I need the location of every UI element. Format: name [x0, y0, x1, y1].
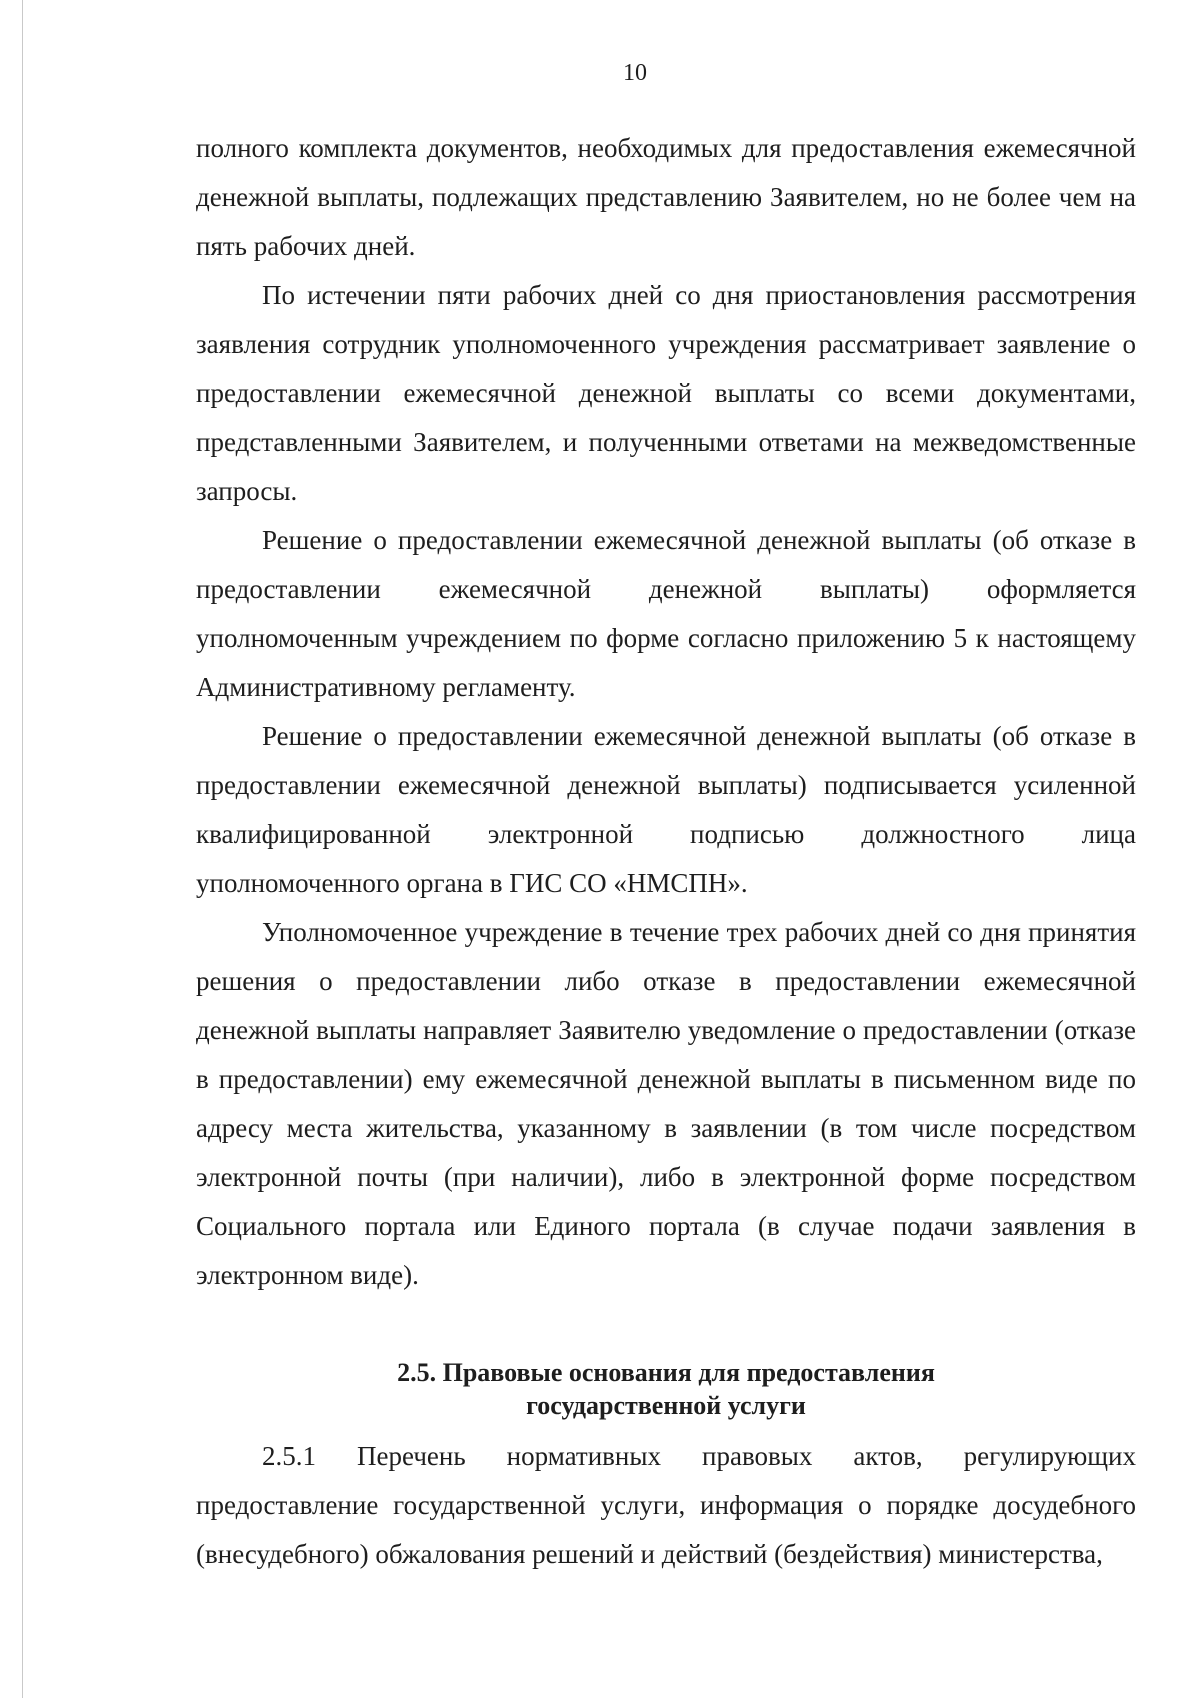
paragraph-decision-signature: Решение о предоставлении ежемесячной денежной выплаты (об отказе в предоставлении ежемесячной денежной выплаты) подписывается усиленной квалифицированной электронной подписью должностного лица уполномоченного органа в ГИС СО «НМСПН». [196, 721, 1136, 898]
paragraph-decision-form: Решение о предоставлении ежемесячной денежной выплаты (об отказе в предоставлении ежемесячной денежной выплаты) оформляется уполномоченным учреждением по форме согласно приложению 5 к настоящему Административному регламенту. [196, 525, 1136, 702]
paragraph-notification: Уполномоченное учреждение в течение трех рабочих дней со дня принятия решения о предоставлении либо отказе в предоставлении ежемесячной денежной выплаты направляет Заявителю уведомление о предоставлении (отказе в предоставлении) ему ежемесячной денежной выплаты в письменном виде по адресу места жительства, указанному в заявлении (в том числе посредством электронной почты (при наличии), либо в электронной форме посредством Социального портала или Единого портала (в случае подачи заявления в электронном виде). [196, 917, 1136, 1290]
page-number: 10 [623, 60, 647, 86]
paragraph-legal-basis: 2.5.1 Перечень нормативных правовых актов, регулирующих предоставление государственной услуги, информация о порядке досудебного (внесудебного) обжалования решений и действий (бездействия) министерства, [196, 1441, 1136, 1569]
section-heading-line-2: государственной услуги [526, 1391, 806, 1420]
scan-edge-line [22, 0, 23, 1698]
paragraph-continuation: полного комплекта документов, необходимых для предоставления ежемесячной денежной выплаты, подлежащих представлению Заявителем, но не более чем на пять рабочих дней. [196, 133, 1136, 261]
section-heading [196, 1356, 1136, 1422]
paragraph-review-after-suspension: По истечении пяти рабочих дней со дня приостановления рассмотрения заявления сотрудник уполномоченного учреждения рассматривает заявление о предоставлении ежемесячной денежной выплаты со всеми документами, представленными Заявителем, и полученными ответами на межведомственные запросы. [196, 280, 1136, 506]
document-body [196, 124, 1136, 1579]
section-heading-line-1: 2.5. Правовые основания для предоставления [397, 1358, 935, 1387]
